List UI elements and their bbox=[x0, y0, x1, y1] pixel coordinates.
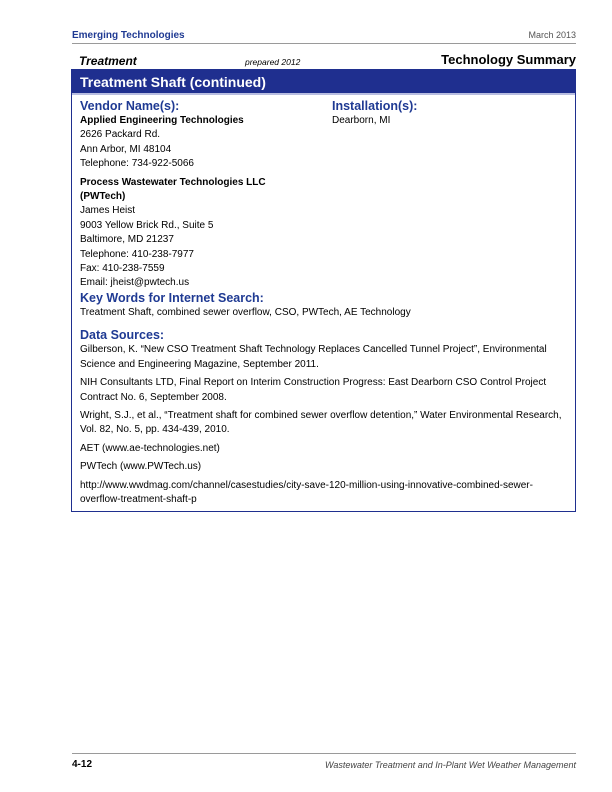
header-divider bbox=[72, 43, 576, 44]
sources-heading: Data Sources: bbox=[80, 328, 165, 343]
source-item: AET (www.ae-technologies.net) bbox=[80, 442, 220, 454]
source-item: http://www.wwdmag.com/channel/casestudies/city-save-120-million-using-innovative-combined-sewer-overflow-treatment-shaft-p bbox=[80, 479, 533, 506]
source-item: Wright, S.J., et al., “Treatment shaft for combined sewer overflow detention,” Water Environmental Research, Vol. 82, No. 5, pp. 434-439, 2010. bbox=[80, 410, 562, 436]
vendor2-line: Telephone: 410-238-7977 bbox=[80, 248, 194, 260]
footer-divider bbox=[72, 753, 576, 754]
footer-title: Wastewater Treatment and In-Plant Wet Weather Management bbox=[325, 760, 576, 770]
header-date: March 2013 bbox=[528, 30, 576, 40]
page-number: 4-12 bbox=[72, 759, 93, 770]
box-title: Treatment Shaft (continued) bbox=[80, 74, 266, 90]
source-item: PWTech (www.PWTech.us) bbox=[80, 461, 202, 473]
source-item: Gilberson, K. “New CSO Treatment Shaft Technology Replaces Cancelled Tunnel Project”, Environmental Science and Engineering Magazine, September 2011. bbox=[80, 344, 547, 370]
vendor1-line: 2626 Packard Rd. bbox=[80, 129, 161, 141]
installation-column bbox=[332, 99, 417, 128]
vendor-installation-section bbox=[80, 99, 567, 289]
vendor2-name: Process Wastewater Technologies LLC bbox=[80, 176, 266, 188]
keywords-text: Treatment Shaft, combined sewer overflow, CSO, PWTech, AE Technology bbox=[80, 307, 411, 318]
box-title-bar bbox=[72, 70, 575, 95]
installation-value: Dearborn, MI bbox=[332, 115, 391, 126]
vendor1-name: Applied Engineering Technologies bbox=[80, 115, 244, 126]
vendor1-line: Ann Arbor, MI 48104 bbox=[80, 143, 172, 155]
vendor2-line: James Heist bbox=[80, 205, 136, 217]
keywords-heading: Key Words for Internet Search: bbox=[80, 291, 264, 305]
box-content bbox=[80, 99, 567, 511]
vendor1-line: Telephone: 734-922-5066 bbox=[80, 158, 194, 170]
vendor-column bbox=[80, 99, 330, 291]
section-document-type: Technology Summary bbox=[441, 52, 576, 67]
section-category: Treatment bbox=[79, 54, 137, 68]
section-prepared-date: prepared 2012 bbox=[245, 57, 301, 67]
vendor2-line: Fax: 410-238-7559 bbox=[80, 263, 165, 275]
vendor2-line: Email: jheist@pwtech.us bbox=[80, 277, 190, 289]
source-item: NIH Consultants LTD, Final Report on Interim Construction Progress: East Dearborn CSO Control Project Contract No. 6, September 2008. bbox=[80, 377, 547, 403]
summary-box bbox=[71, 69, 576, 512]
installation-heading: Installation(s): bbox=[332, 99, 418, 113]
vendor2-line: 9003 Yellow Brick Rd., Suite 5 bbox=[80, 219, 214, 231]
vendor2-line: Baltimore, MD 21237 bbox=[80, 234, 174, 246]
header-title: Emerging Technologies bbox=[72, 30, 185, 41]
vendor2-name: (PWTech) bbox=[80, 191, 126, 203]
vendor-heading: Vendor Name(s): bbox=[80, 99, 180, 113]
